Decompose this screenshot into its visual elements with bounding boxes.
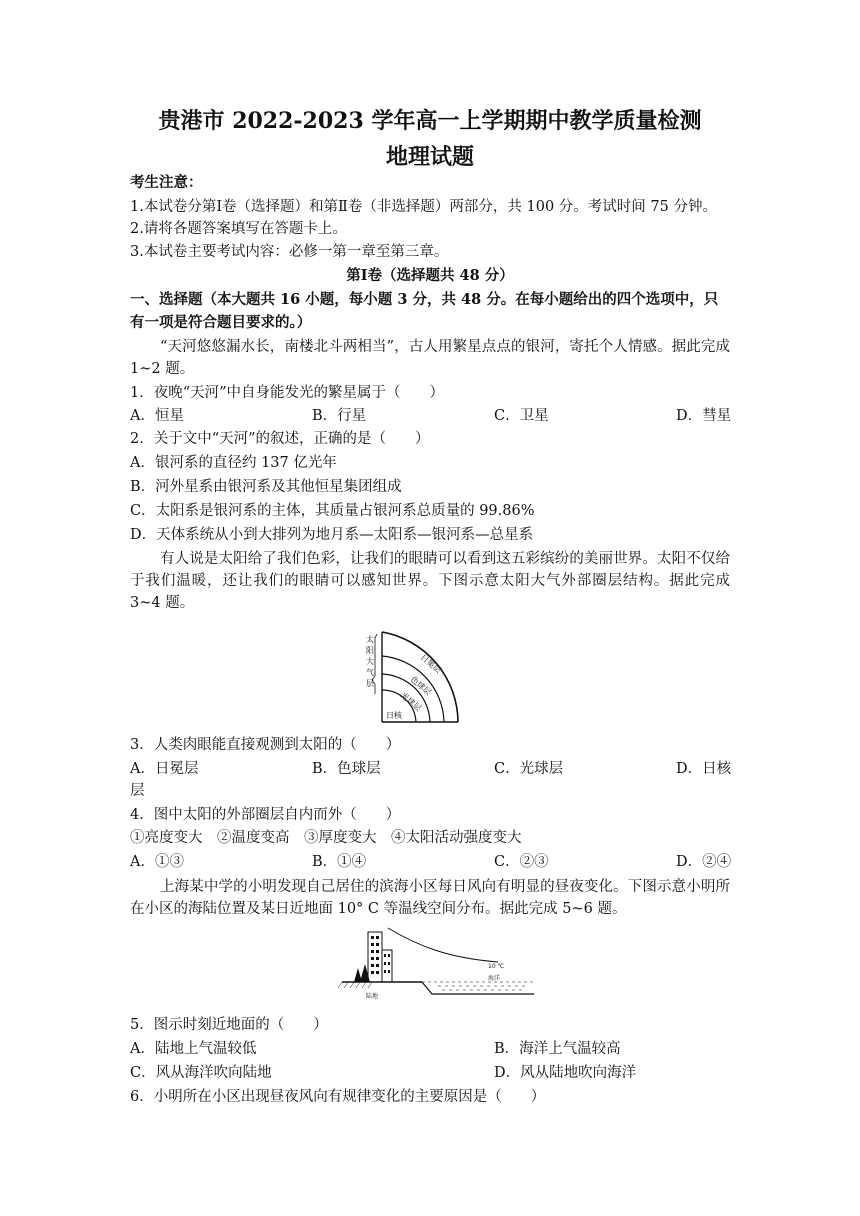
- sea-bed-line: [422, 982, 534, 994]
- notice-heading: 考生注意：: [130, 174, 203, 191]
- isotherm-label: 10 ℃: [488, 963, 505, 970]
- notice-item-3: 3.本试卷主要考试内容：必修一第一章至第三章。: [130, 244, 449, 260]
- land-label: 陆地: [366, 993, 379, 1000]
- q2-option-a: A．银河系的直径约 137 亿光年: [130, 455, 337, 471]
- q3-option-d: D．日核: [676, 761, 732, 777]
- corona-label: 日冕层: [418, 652, 443, 675]
- q2-option-b: B．河外星系由银河系及其他恒星集团组成: [130, 479, 402, 495]
- q3-stem: 3．人类肉眼能直接观测到太阳的（ ）: [130, 737, 401, 753]
- q3-option-c: C．光球层: [494, 761, 564, 777]
- material-2: 有人说是太阳给了我们色彩，让我们的眼睛可以看到这五彩缤纷的美丽世界。太阳不仅给于我们温暖，还让我们的眼睛可以感知世界。下图示意太阳大气外部圈层结构。据此完成 3~4 题。: [130, 551, 730, 611]
- side-label-1: 太: [366, 635, 374, 644]
- q5-option-c: C．风从海洋吹向陆地: [130, 1065, 272, 1081]
- q4-option-c: C．②③: [494, 854, 549, 870]
- q2-stem: 2．关于文中“天河”的叙述，正确的是（ ）: [130, 431, 430, 447]
- material-3: 上海某中学的小明发现自己居住的滨海小区每日风向有明显的昼夜变化。下图示意小明所在小区的海陆位置及某日近地面 10° C 等温线空间分布。据此完成 5~6 题。: [130, 879, 730, 917]
- q4-choices: ①亮度变大 ②温度变高 ③厚度变大 ④太阳活动强度变大: [130, 830, 522, 846]
- q4-option-b: B．①④: [312, 854, 367, 870]
- coastal-isotherm-figure: [338, 922, 538, 1008]
- q2-option-c: C．太阳系是银河系的主体，其质量占银河系总质量的 99.86%: [130, 503, 535, 519]
- chromosphere-label: 色球层: [408, 674, 433, 697]
- q1-stem: 1．夜晚“天河”中自身能发光的繁星属于（ ）: [130, 385, 445, 401]
- photosphere-label: 光球层: [398, 690, 423, 713]
- material-1: “天河悠悠漏水长，南楼北斗两相当”，古人用繁星点点的银河，寄托个人情感。据此完成 1~2 题。: [130, 339, 730, 377]
- q1-option-d: D．彗星: [676, 408, 732, 424]
- q4-stem: 4．图中太阳的外部圈层自内而外（ ）: [130, 807, 401, 823]
- building-tall: [368, 932, 382, 982]
- sea-label: 海洋: [488, 975, 501, 982]
- exam-title: 贵港市 2022-2023 学年高一上学期期中教学质量检测: [158, 108, 702, 134]
- q3-option-d-wrap: 层: [130, 783, 145, 799]
- section-instructions-2: 有一项是符合题目要求的。）: [130, 314, 312, 331]
- q5-option-a: A．陆地上气温较低: [130, 1041, 257, 1057]
- side-label-4: 气: [366, 668, 374, 677]
- q1-option-a: A．恒星: [130, 408, 184, 424]
- q1-option-b: B．行星: [312, 408, 367, 424]
- q5-stem: 5．图示时刻近地面的（ ）: [130, 1017, 328, 1033]
- core-label: 日核: [386, 711, 402, 720]
- notice-item-2: 2.请将各题答案填写在答题卡上。: [130, 221, 347, 237]
- q3-option-b: B．色球层: [312, 761, 381, 777]
- exam-subject: 地理试题: [385, 144, 474, 170]
- side-label-3: 大: [366, 657, 374, 666]
- q4-option-a: A．①③: [130, 854, 184, 870]
- q6-stem: 6．小明所在小区出现昼夜风向有规律变化的主要原因是（ ）: [130, 1089, 546, 1105]
- sun-atmosphere-figure: [362, 628, 472, 728]
- q4-option-d: D．②④: [676, 854, 732, 870]
- side-label-2: 阳: [366, 646, 374, 655]
- isotherm-line: [388, 928, 498, 962]
- q3-option-a: A．日冕层: [130, 761, 199, 777]
- q5-option-d: D．风从陆地吹向海洋: [494, 1065, 637, 1081]
- section-instructions-1: 一、选择题（本大题共 16 小题，每小题 3 分，共 48 分。在每小题给出的四个选项中，只: [130, 291, 719, 308]
- notice-item-1: 1.本试卷分第Ⅰ卷（选择题）和第Ⅱ卷（非选择题）两部分，共 100 分。考试时间 75 分钟。: [130, 199, 717, 215]
- q5-option-b: B．海洋上气温较高: [494, 1041, 621, 1057]
- section-heading: 第Ⅰ卷（选择题共 48 分）: [346, 267, 514, 284]
- side-label-5: 层: [366, 679, 374, 688]
- q2-option-d: D．天体系统从小到大排列为地月系—太阳系—银河系—总星系: [130, 527, 534, 543]
- q1-option-c: C．卫星: [494, 408, 549, 424]
- building-short: [382, 950, 392, 982]
